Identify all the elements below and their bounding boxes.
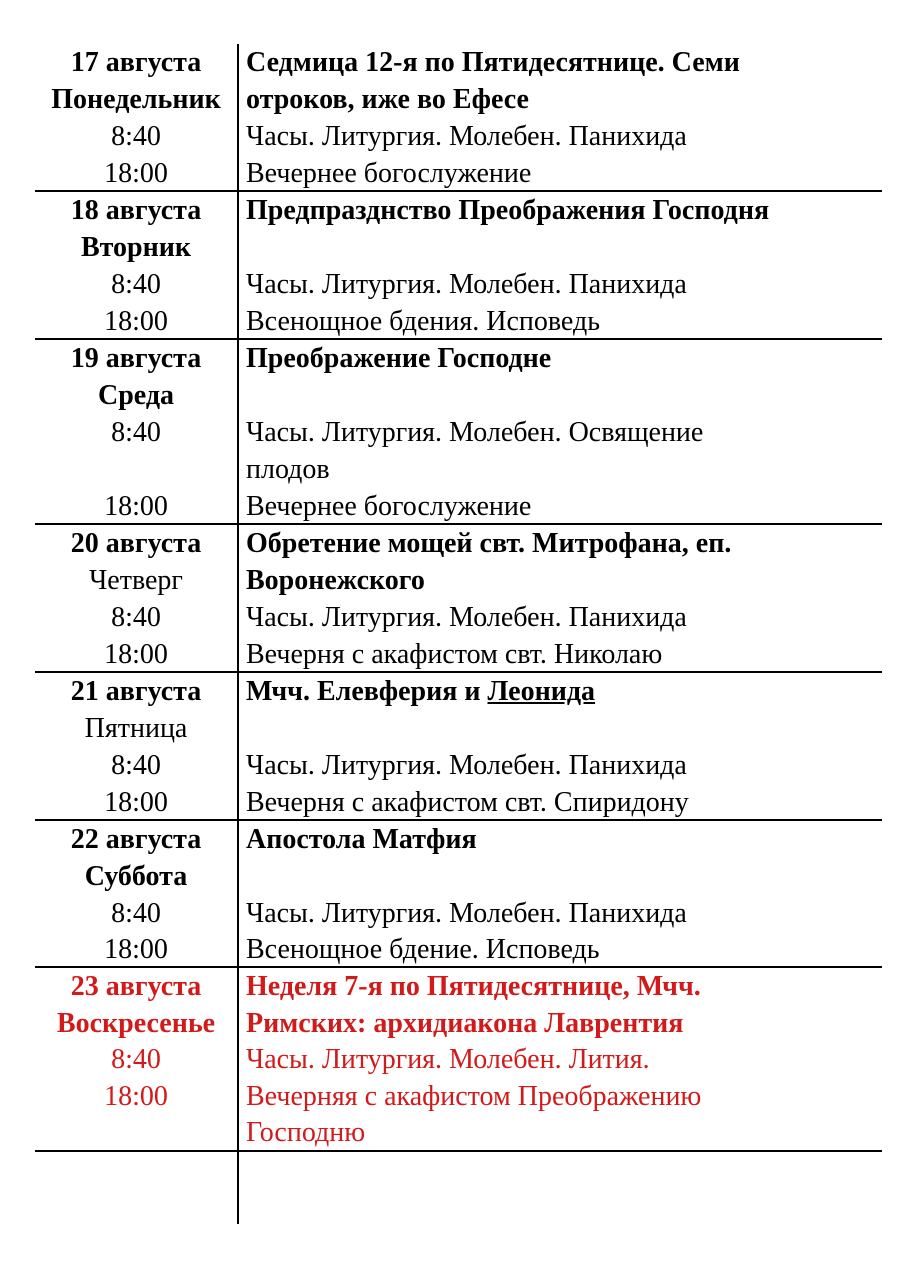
day-title-underlined: Леонида: [487, 676, 596, 707]
day-title: Преображение Господне: [246, 343, 552, 374]
service-description: Часы. Литургия. Молебен. Панихида: [246, 898, 687, 929]
service-description: Всенощное бдения. Исповедь: [246, 306, 601, 337]
service-description: Вечернее богослужение: [246, 491, 532, 522]
service-time: 8:40: [111, 121, 161, 152]
day-title: Римских: архидиакона Лаврентия: [246, 1008, 684, 1039]
service-description: Часы. Литургия. Молебен. Освящение: [246, 417, 704, 448]
day-title: Воронежского: [246, 565, 425, 596]
service-time: 8:40: [111, 417, 161, 448]
day-title: Предпразднство Преображения Господня: [246, 195, 770, 226]
service-description: Вечерняя с акафистом Преображению: [246, 1081, 702, 1112]
service-description: Вечернее богослужение: [246, 158, 532, 189]
service-time: 18:00: [104, 639, 168, 670]
service-time: 18:00: [104, 306, 168, 337]
service-time: 18:00: [104, 158, 168, 189]
service-time: 18:00: [104, 491, 168, 522]
service-time: 18:00: [104, 934, 168, 965]
day-title: [246, 673, 595, 710]
day-weekday: Четверг: [89, 565, 183, 596]
service-description: Часы. Литургия. Молебен. Панихида: [246, 750, 687, 781]
day-block: [35, 340, 882, 525]
service-description: Вечерня с акафистом свт. Николаю: [246, 639, 663, 670]
day-date: 23 августа: [70, 971, 202, 1002]
day-weekday: Вторник: [80, 232, 192, 263]
day-date: 20 августа: [70, 528, 202, 559]
day-title: Седмица 12-я по Пятидесятнице. Семи: [246, 47, 740, 78]
day-block: [35, 968, 882, 1152]
day-date: 17 августа: [70, 47, 202, 78]
day-block: [35, 192, 882, 340]
service-time: 8:40: [111, 269, 161, 300]
day-date: 21 августа: [70, 676, 202, 707]
service-time: 18:00: [104, 787, 168, 818]
service-description: Вечерня с акафистом свт. Спиридону: [246, 787, 689, 818]
day-block: [35, 673, 882, 821]
day-weekday: Пятница: [84, 713, 188, 744]
service-description: Господню: [246, 1117, 366, 1148]
service-description: Часы. Литургия. Молебен. Лития.: [246, 1044, 650, 1075]
day-date: 19 августа: [70, 343, 202, 374]
service-time: 8:40: [111, 1044, 161, 1075]
service-description: плодов: [246, 454, 330, 485]
day-date: 22 августа: [70, 824, 202, 855]
day-weekday: Воскресенье: [56, 1008, 216, 1039]
day-title: отроков, иже во Ефесе: [246, 84, 529, 115]
day-block: [35, 525, 882, 673]
service-time: 8:40: [111, 750, 161, 781]
day-weekday: Суббота: [84, 861, 188, 892]
service-description: Часы. Литургия. Молебен. Панихида: [246, 121, 687, 152]
service-description: Всенощное бдение. Исповедь: [246, 934, 600, 965]
day-title: Апостола Матфия: [246, 824, 477, 855]
service-time: 8:40: [111, 898, 161, 929]
day-block: [35, 821, 882, 968]
service-description: Часы. Литургия. Молебен. Панихида: [246, 269, 687, 300]
service-time: 18:00: [104, 1081, 168, 1112]
day-date: 18 августа: [70, 195, 202, 226]
day-weekday: Понедельник: [51, 84, 221, 115]
service-time: 8:40: [111, 602, 161, 633]
day-title-text: Мчч. Елевферия и: [246, 676, 488, 707]
day-title: Обретение мощей свт. Митрофана, еп.: [246, 528, 732, 559]
service-description: Часы. Литургия. Молебен. Панихида: [246, 602, 687, 633]
day-weekday: Среда: [97, 380, 174, 411]
day-title: Неделя 7-я по Пятидесятнице, Мчч.: [246, 971, 701, 1002]
day-block: [35, 44, 882, 192]
row-separator: [35, 1150, 882, 1152]
